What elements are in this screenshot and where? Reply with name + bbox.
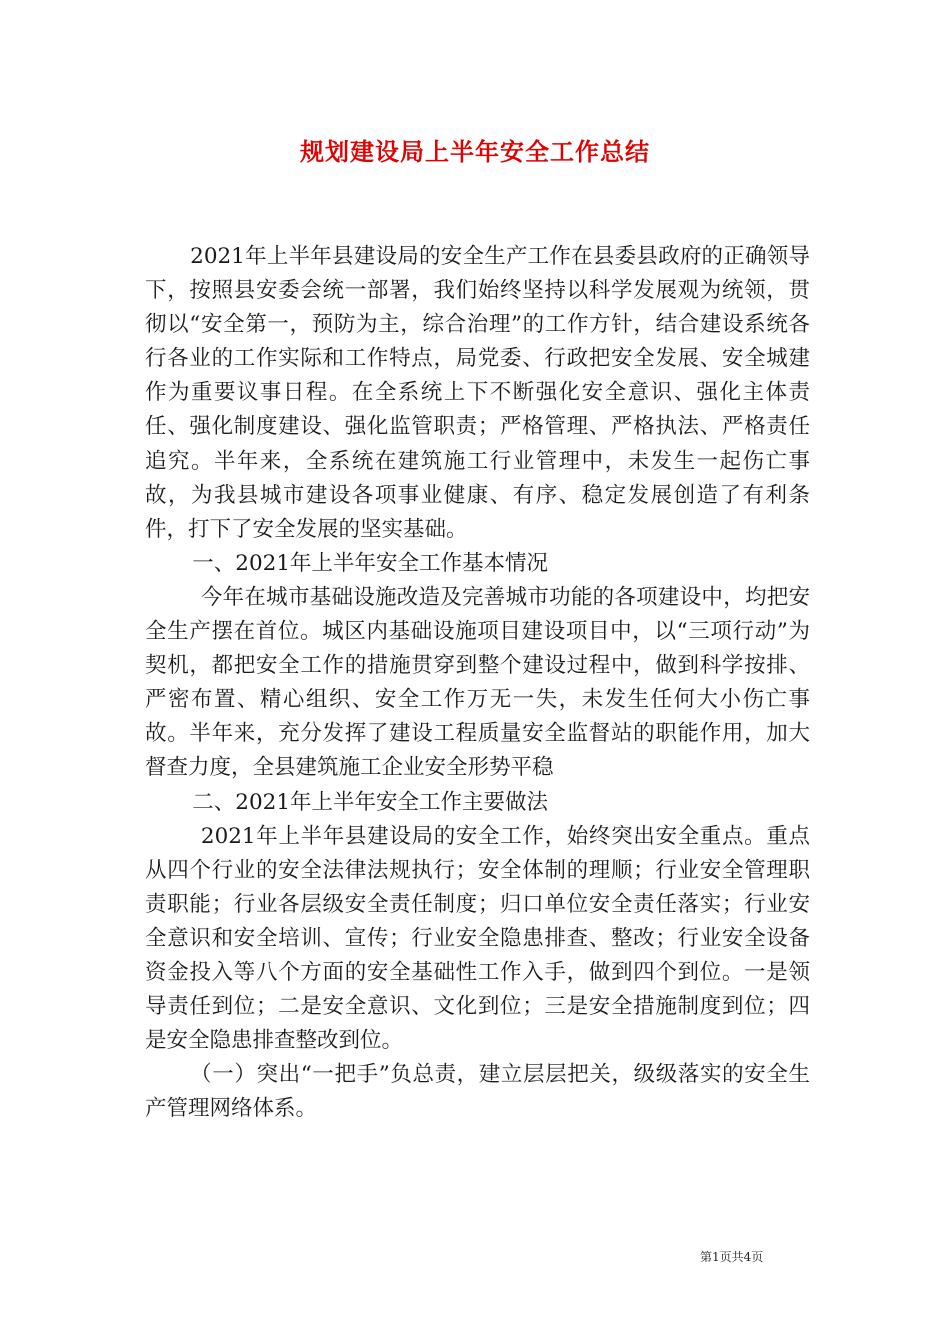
page-number: 第1页共4页 bbox=[700, 1250, 764, 1264]
document-body bbox=[145, 240, 810, 1126]
subsection-heading-1: （一）突出“一把手”负总责，建立层层把关，级级落实的安全生产管理网络体系。 bbox=[145, 1062, 810, 1122]
document-title: 规划建设局上半年安全工作总结 bbox=[300, 137, 650, 166]
section-heading-2: 二、2021年上半年安全工作主要做法 bbox=[192, 789, 549, 815]
section-1-paragraph: 今年在城市基础设施改造及完善城市功能的各项建设中，均把安全生产摆在首位。城区内基础设施项目建设项目中，以“三项行动”为契机，都把安全工作的措施贯穿到整个建设过程中，做到科学按排、严密布置、精心组织、安全工作万无一失，未发生任何大小伤亡事故。半年来，充分发挥了建设工程质量安全监督站的职能作用，加大督查力度，全县建筑施工企业安全形势平稳 bbox=[145, 584, 810, 781]
section-2-paragraph: 2021年上半年县建设局的安全工作，始终突出安全重点。重点从四个行业的安全法律法规执行；安全体制的理顺；行业安全管理职责职能；行业各层级安全责任制度；归口单位安全责任落实；行业安全意识和安全培训、宣传；行业安全隐患排查、整改；行业安全设备资金投入等八个方面的安全基础性工作入手，做到四个到位。一是领导责任到位；二是安全意识、文化到位；三是安全措施制度到位；四是安全隐患排查整改到位。 bbox=[145, 823, 810, 1054]
section-heading-1: 一、2021年上半年安全工作基本情况 bbox=[192, 550, 549, 576]
intro-paragraph: 2021年上半年县建设局的安全生产工作在县委县政府的正确领导下，按照县安委会统一部署，我们始终坚持以科学发展观为统领，贯彻以“安全第一，预防为主，综合治理”的工作方针，结合建设系统各行各业的工作实际和工作特点，局党委、行政把安全发展、安全城建作为重要议事日程。在全系统上下不断强化安全意识、强化主体责任、强化制度建设、强化监管职责；严格管理、严格执法、严格责任追究。半年来，全系统在建筑施工行业管理中，未发生一起伤亡事故，为我县城市建设各项事业健康、有序、稳定发展创造了有利条件，打下了安全发展的坚实基础。 bbox=[145, 244, 810, 542]
